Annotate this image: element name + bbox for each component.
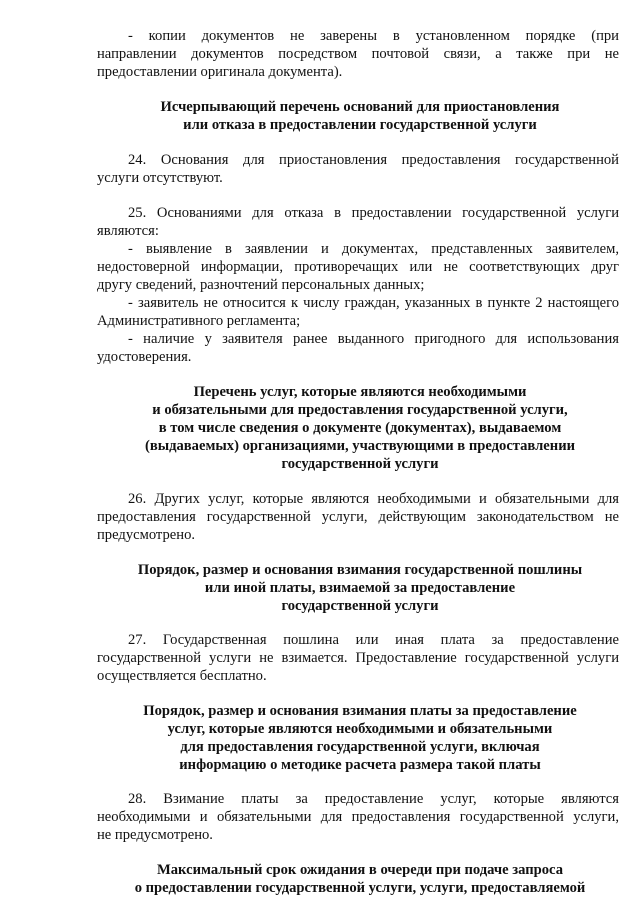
paragraph-line: направлении документов посредством почтовой связи, а также при не	[97, 46, 619, 62]
paragraph-line: осуществляется бесплатно.	[97, 668, 267, 684]
paragraph-line: услуги отсутствуют.	[97, 170, 223, 186]
paragraph-line: - заявитель не относится к числу граждан, указанных в пункте 2 настоящего	[128, 295, 619, 311]
section-heading: о предоставлении государственной услуги, услуги, предоставляемой	[134, 880, 586, 896]
section-heading: или отказа в предоставлении государственной услуги	[183, 117, 537, 133]
paragraph-line: 25. Основаниями для отказа в предоставлении государственной услуги	[128, 205, 619, 221]
paragraph-line: являются:	[97, 223, 159, 239]
paragraph-line: государственной услуги не взимается. Предоставление государственной услуги	[97, 650, 619, 666]
paragraph-line: предоставлении оригинала документа).	[97, 64, 343, 80]
section-heading: в том числе сведения о документе (документах), выдаваемом	[158, 420, 562, 436]
section-heading: услуг, которые являются необходимыми и обязательными	[167, 721, 553, 737]
paragraph-line: 28. Взимание платы за предоставление услуг, которые являются	[128, 791, 619, 807]
paragraph-line: необходимыми и обязательными для предоставления государственной услуги,	[97, 809, 619, 825]
section-heading: Порядок, размер и основания взимания платы за предоставление	[143, 703, 577, 719]
paragraph-line: недостоверной информации, противоречащих или не соответствующих друг	[97, 259, 619, 275]
paragraph-line: 24. Основания для приостановления предоставления государственной	[128, 152, 619, 168]
paragraph-line: 27. Государственная пошлина или иная плата за предоставление	[128, 632, 619, 648]
paragraph-line: другу сведений, разночтений персональных данных;	[97, 277, 425, 293]
paragraph-line: - выявление в заявлении и документах, представленных заявителем,	[128, 241, 619, 257]
section-heading: для предоставления государственной услуги, включая	[180, 739, 540, 755]
paragraph-line: удостоверения.	[97, 349, 192, 365]
paragraph-line: - копии документов не заверены в установленном порядке (при	[128, 28, 619, 44]
section-heading: или иной платы, взимаемой за предоставление	[204, 580, 516, 596]
paragraph-line: предоставления государственной услуги, действующим законодательством не	[97, 509, 619, 525]
section-heading: Порядок, размер и основания взимания государственной пошлины	[137, 562, 583, 578]
section-heading: и обязательными для предоставления государственной услуги,	[152, 402, 568, 418]
section-heading: (выдаваемых) организациями, участвующими в предоставлении	[144, 438, 576, 454]
paragraph-line: Административного регламента;	[97, 313, 301, 329]
paragraph-line: 26. Других услуг, которые являются необходимыми и обязательными для	[128, 491, 619, 507]
section-heading: государственной услуги	[281, 598, 439, 614]
paragraph-line: не предусмотрено.	[97, 827, 213, 843]
paragraph-line: - наличие у заявителя ранее выданного пригодного для использования	[128, 331, 619, 347]
section-heading: Максимальный срок ожидания в очереди при подаче запроса	[156, 862, 563, 878]
section-heading: государственной услуги	[281, 456, 439, 472]
section-heading: Перечень услуг, которые являются необходимыми	[193, 384, 527, 400]
section-heading: Исчерпывающий перечень оснований для приостановления	[160, 99, 560, 115]
paragraph-line: предусмотрено.	[97, 527, 196, 543]
section-heading: информацию о методике расчета размера такой платы	[179, 757, 541, 773]
